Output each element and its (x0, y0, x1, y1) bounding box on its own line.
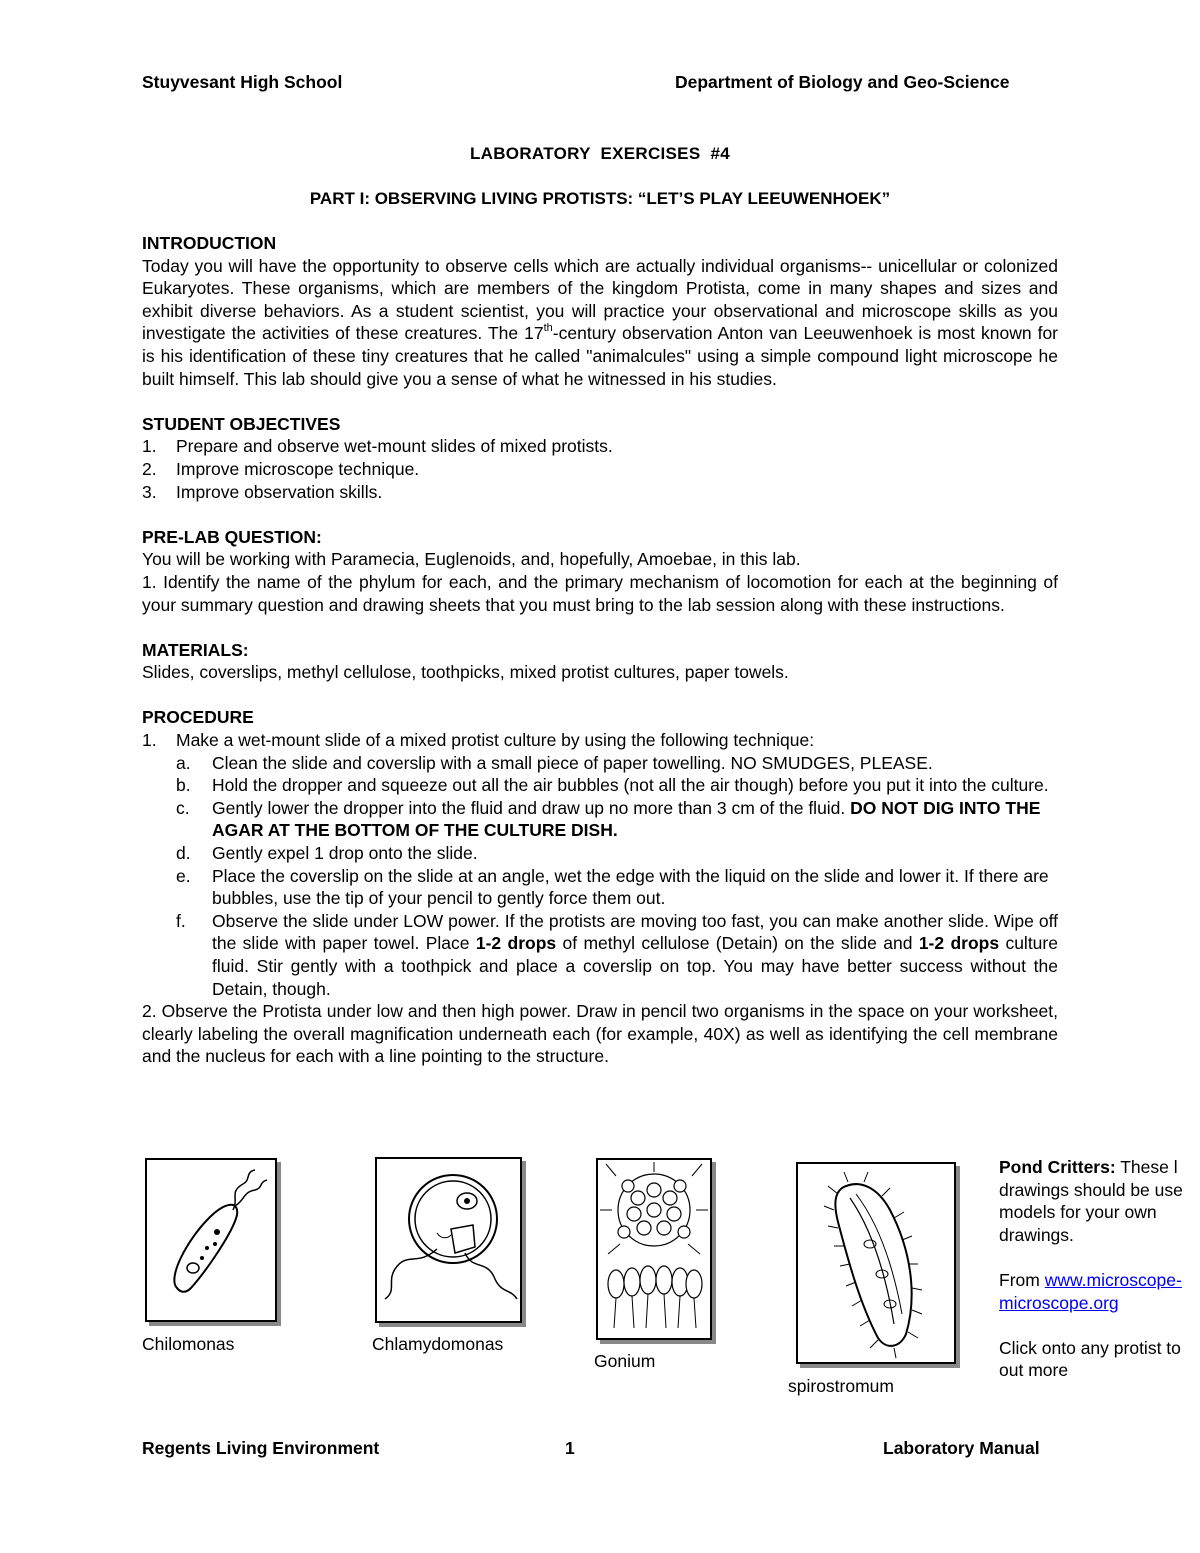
spirostromum-image[interactable] (796, 1162, 956, 1364)
prelab-question: 1. Identify the name of the phylum for each, and the primary mechanism of locomotion for each at the beginning of your summary question and drawing sheets that you must bring to the lab session along with these instructions. (142, 571, 1058, 615)
procedure-step-e: e. Place the coverslip on the slide at an angle, wet the edge with the liquid on the slide and lower it. If there are bubbles, use the tip of your pencil to gently force them out. (176, 865, 1049, 909)
prelab-heading: PRE-LAB QUESTION: (142, 526, 322, 547)
main-content (142, 232, 1058, 1068)
procedure-step-d: d. Gently expel 1 drop onto the slide. (176, 843, 478, 864)
procedure-step-2: 2. Observe the Protista under low and then high power. Draw in pencil two organisms in the space on your worksheet, clearly labeling the overall magnification underneath each (for example, 40X) as well as identifying the cell membrane and the nucleus for each with a line pointing to the structure. (142, 1001, 1058, 1067)
figure-caption-chilomonas: Chilomonas (142, 1334, 235, 1354)
chlamydomonas-image[interactable] (375, 1157, 522, 1323)
materials-heading: MATERIALS: (142, 639, 249, 660)
sidebar-bold: Pond Critters: (999, 1157, 1116, 1177)
introduction-text: Today you will have the opportunity to observe cells which are actually individual organisms-- unicellular or colonized Eukaryotes. These organisms, which are members of the kingdom Protista, come in many shapes and sizes and exhibit diverse behaviors. As a student scientist, you will practice your observational and microscope skills as you investigate the activities of these creatures. The 17th-century observation Anton van Leeuwenhoek is most known for is his identification of these tiny creatures that he called "animalcules" using a simple compound light microscope he built himself. This lab should give you a sense of what he witnessed in his studies. (142, 255, 1058, 389)
page-title: LABORATORY EXERCISES #4 (469, 144, 731, 163)
list-item: 1. Prepare and observe wet-mount slides of mixed protists. (142, 436, 613, 457)
materials-text: Slides, coverslips, methyl cellulose, toothpicks, mixed protist cultures, paper towels. (142, 662, 789, 683)
list-item: 2. Improve microscope technique. (142, 458, 420, 479)
procedure-step-a: a. Clean the slide and coverslip with a small piece of paper towelling. NO SMUDGES, PLEASE. (176, 752, 933, 773)
figure-caption-spirostromum: spirostromum (788, 1376, 894, 1396)
sidebar-click-text: Click onto any protist to out more (999, 1337, 1181, 1381)
header-school: Stuyvesant High School (142, 72, 343, 92)
procedure-step-1: 1. Make a wet-mount slide of a mixed protist culture by using the following technique: (142, 730, 815, 751)
procedure-step-f: f. Observe the slide under LOW power. If the protists are moving too fast, you can make another slide. Wipe off the slide with paper towel. Place 1-2 drops of methyl cellulose (Detain) on the slide and 1-2 drops culture fluid. Stir gently with a toothpick and place a coverslip on top. You may have better success without the Detain, though. (176, 910, 1058, 999)
footer-manual: Laboratory Manual (883, 1438, 1040, 1458)
footer-course: Regents Living Environment (142, 1438, 380, 1458)
figure-caption-gonium: Gonium (594, 1351, 656, 1371)
microscope-link[interactable]: www.microscope-microscope.org (999, 1269, 1182, 1313)
gonium-image[interactable] (596, 1158, 712, 1340)
sidebar-note: Pond Critters: These l drawings should be use models for your own drawings. From www.microscope-microscope.org Click onto any protist to out more (999, 1156, 1200, 1382)
page-subtitle: PART I: OBSERVING LIVING PROTISTS: “LET’S PLAY LEEUWENHOEK” (309, 189, 891, 208)
objectives-heading: STUDENT OBJECTIVES (142, 413, 341, 434)
procedure-step-b: b. Hold the dropper and squeeze out all the air bubbles (not all the air though) before you put it into the culture. (176, 775, 1049, 796)
chilomonas-image[interactable] (145, 1158, 277, 1322)
procedure-heading: PROCEDURE (142, 707, 254, 728)
superscript-th: th (543, 321, 553, 334)
page-number: 1 (565, 1438, 575, 1458)
procedure-step-c: c. Gently lower the dropper into the fluid and draw up no more than 3 cm of the fluid. DO NOT DIG INTO THE AGAR AT THE BOTTOM OF THE CULTURE DISH. (176, 797, 1041, 841)
list-item: 3. Improve observation skills. (142, 481, 383, 502)
introduction-heading: INTRODUCTION (142, 233, 277, 253)
prelab-line1: You will be working with Paramecia, Euglenoids, and, hopefully, Amoebae, in this lab. (142, 549, 801, 570)
header-department: Department of Biology and Geo-Science (675, 72, 1010, 92)
figure-caption-chlamydomonas: Chlamydomonas (372, 1334, 504, 1354)
